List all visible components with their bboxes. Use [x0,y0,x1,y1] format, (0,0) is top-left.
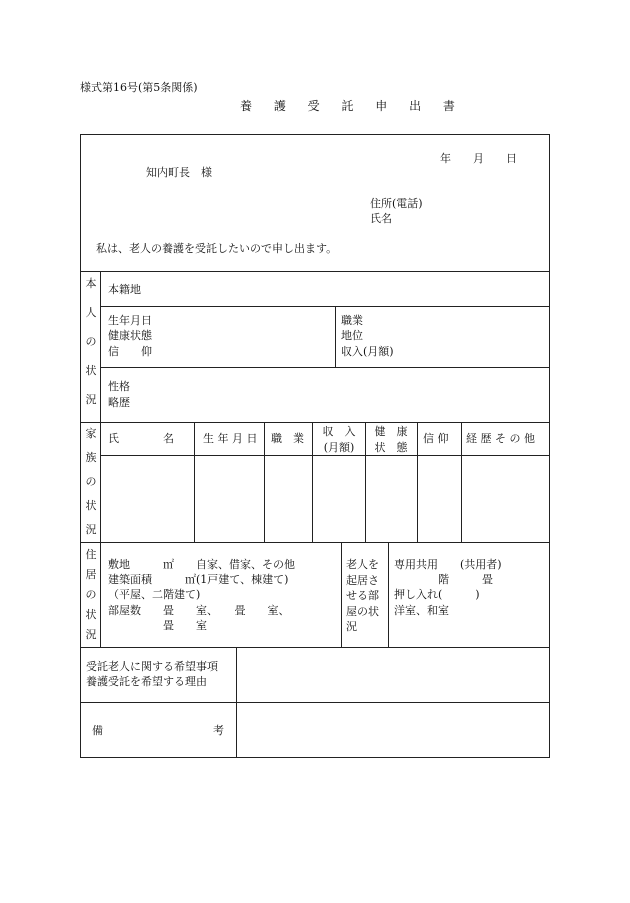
residence-floors: （平屋、二階建て) [108,588,201,601]
divider-residence-2 [388,542,389,647]
income-label: 収入(月額) [341,345,394,358]
personality-label: 性格 [108,380,130,393]
faith-label: 信 仰 [108,345,152,358]
remarks-label-right: 考 [213,724,224,737]
room-closet: 押し入れ( ) [394,588,480,601]
job-label: 職業 [341,314,363,327]
room-usage: 専用共用 (共用者) [394,558,502,571]
wishes-label: 受託老人に関する希望事項 [86,660,218,673]
family-col-job: 職 業 [271,432,304,445]
family-col-income: 収 入 (月額) [322,425,356,454]
divider-residence-1 [341,542,342,647]
residence-rooms-2: 畳 室 [108,619,207,632]
divider-birth-job [335,306,336,367]
statement: 私は、老人の養護を受託したいので申し出ます。 [96,242,338,255]
residence-rooms: 部屋数 畳 室、 畳 室、 [108,604,290,617]
divider-domicile [100,306,550,307]
divider-side-labels [100,271,101,647]
reason-label: 養護受託を希望する理由 [86,675,207,688]
addressee: 知内町長 様 [146,166,212,179]
divider-family-col-5 [417,422,418,542]
family-col-history: 経 歴 そ の 他 [466,432,535,445]
room-style: 洋室、和室 [394,604,449,617]
divider-residence-section [80,647,550,648]
residence-site: 敷地 ㎡ 自家、借家、その他 [108,558,295,571]
divider-self-section [80,422,550,423]
form-number: 様式第16号(第5条関係) [80,81,198,94]
family-col-name: 氏 名 [108,432,174,445]
residence-side-label: 住 居 の 状 況 [85,548,97,641]
divider-family-section [80,542,550,543]
family-col-faith: 信 仰 [423,432,449,445]
divider-family-col-1 [194,422,195,542]
date-field: 年 月 日 [440,152,517,165]
family-col-birth: 生 年 月 日 [203,432,258,445]
name-label: 氏名 [370,212,392,225]
elder-room-label: 老人を 起居さ せる部 屋の状 況 [346,558,379,634]
divider-birth-row [100,367,550,368]
family-col-health: 健 康 状 態 [374,425,408,454]
remarks-label-left: 備 [92,724,103,737]
self-side-label: 本 人 の 状 況 [85,277,97,406]
divider-top-section [80,271,550,272]
divider-family-col-6 [461,422,462,542]
form-title: 養 護 受 託 申 出 書 [240,99,464,113]
divider-wishes [80,702,550,703]
health-label: 健康状態 [108,329,152,342]
divider-family-col-3 [312,422,313,542]
family-side-label: 家 族 の 状 況 [85,427,97,536]
domicile-label: 本籍地 [108,283,141,296]
position-label: 地位 [341,329,363,342]
birth-label: 生年月日 [108,314,152,327]
address-label: 住所(電話) [370,197,423,210]
room-floor-size: 階 畳 [394,573,493,586]
divider-family-col-2 [264,422,265,542]
history-label: 略歴 [108,396,130,409]
divider-wishes-label [236,647,237,758]
residence-building-area: 建築面積 ㎡(1戸建て、棟建て) [108,573,289,586]
